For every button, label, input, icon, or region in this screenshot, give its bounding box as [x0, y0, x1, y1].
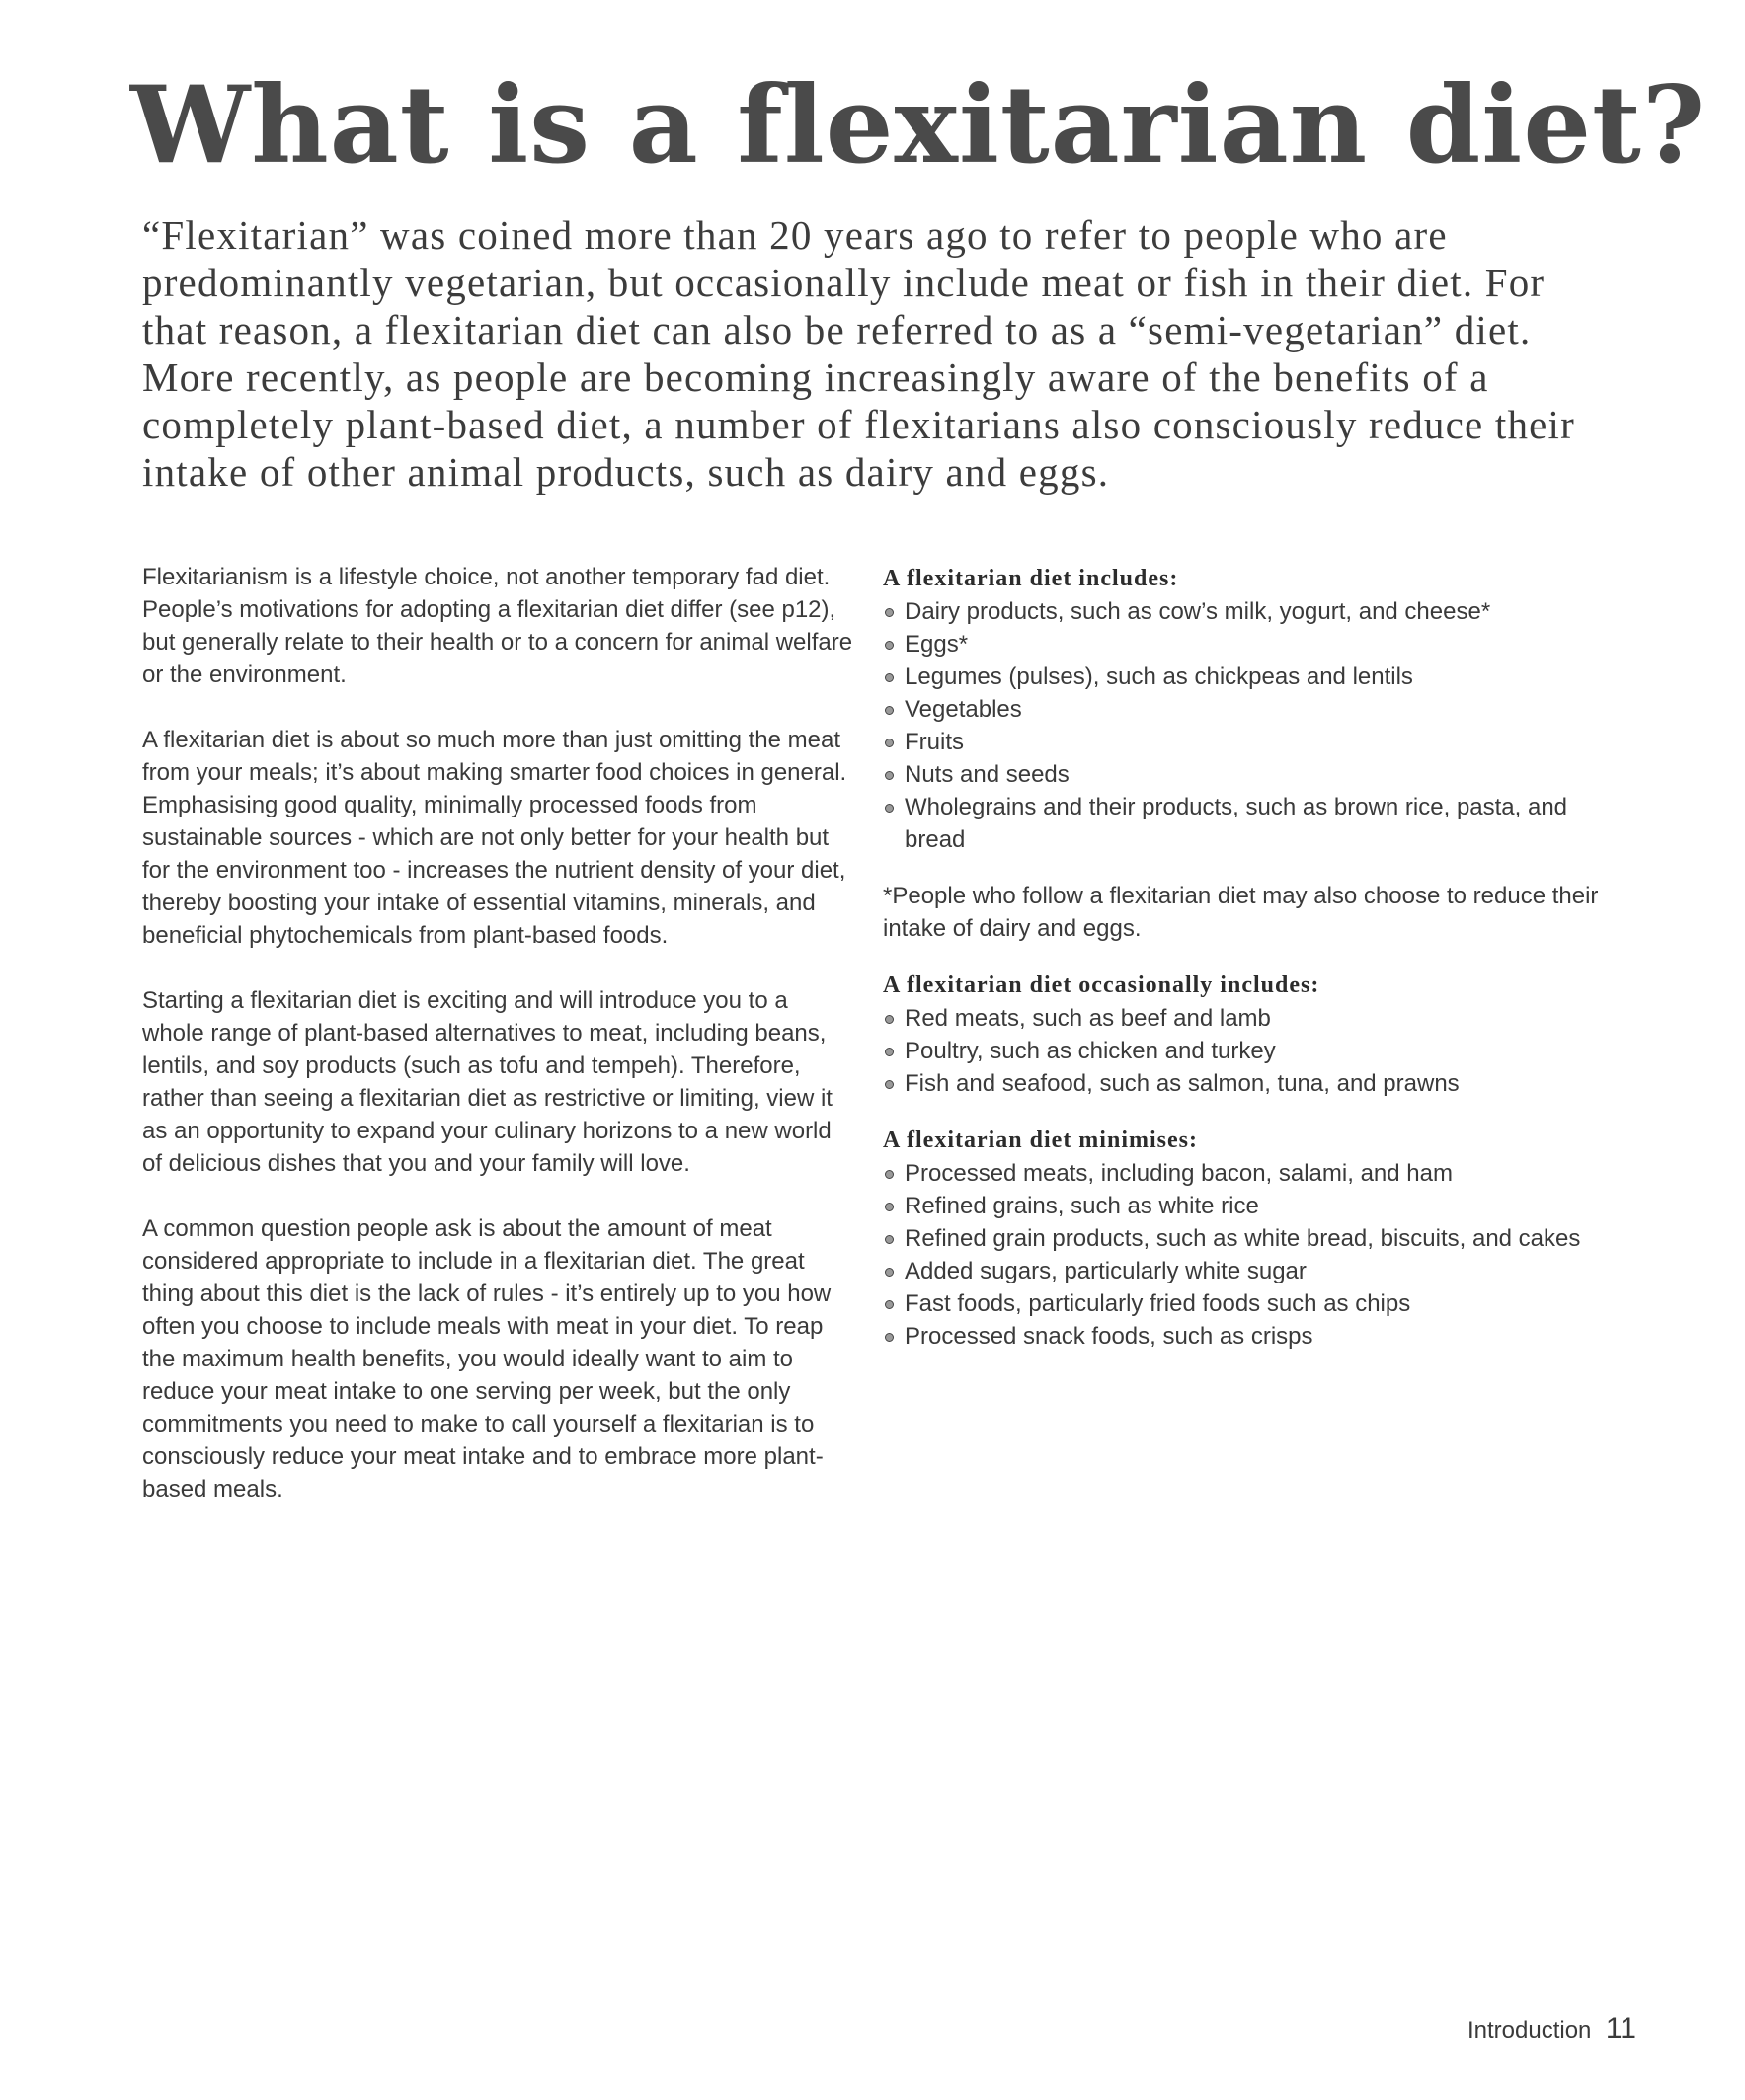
body-paragraph: A flexitarian diet is about so much more than just omitting the meat from your meals; it’s about making smarter food choices in general. Emphasising good quality, minimally processed foods from sustainable sources - which are not only better for your health but for the environment too - increases the nutrient density of your diet, thereby boosting your intake of essential vitamins, minerals, and beneficial phytochemicals from plant-based foods.	[142, 727, 847, 949]
includes-heading: A flexitarian diet includes:	[883, 566, 1179, 591]
minimises-list	[883, 1157, 1633, 1353]
minimises-heading: A flexitarian diet minimises:	[883, 1128, 1198, 1153]
list-item: Red meats, such as beef and lamb	[883, 1002, 1633, 1035]
list-item: Fast foods, particularly fried foods such as chips	[883, 1287, 1633, 1320]
list-item: Vegetables	[883, 693, 1633, 726]
includes-list	[883, 595, 1633, 856]
occasionally-heading: A flexitarian diet occasionally includes:	[883, 972, 1320, 998]
page-number: 11	[1605, 2012, 1636, 2045]
list-item: Fish and seafood, such as salmon, tuna, and prawns	[883, 1067, 1633, 1100]
intro-paragraph: “Flexitarian” was coined more than 20 years ago to refer to people who are predominantly vegetarian, but occasionally include meat or fish in their diet. For that reason, a flexitarian diet can also be referred to as a “semi-vegetarian” diet. More recently, as people are becoming increasingly aware of the benefits of a completely plant-based diet, a number of flexitarians also consciously reduce their intake of other animal products, such as dairy and eggs.	[142, 212, 1575, 495]
body-paragraph: Starting a flexitarian diet is exciting and will introduce you to a whole range of plant-based alternatives to meat, including beans, lentils, and soy products (such as tofu and tempeh). Therefore, rather than seeing a flexitarian diet as restrictive or limiting, view it as an opportunity to expand your culinary horizons to a new world of delicious dishes that you and your family will love.	[142, 987, 833, 1177]
list-item: Eggs*	[883, 628, 1633, 661]
list-item: Processed meats, including bacon, salami, and ham	[883, 1157, 1633, 1190]
list-item: Fruits	[883, 726, 1633, 758]
body-paragraph: A common question people ask is about the amount of meat considered appropriate to include in a flexitarian diet. The great thing about this diet is the lack of rules - it’s entirely up to you how often you choose to include meals with meat in your diet. To reap the maximum health benefits, you would ideally want to aim to reduce your meat intake to one serving per week, but the only commitments you need to make to call yourself a flexitarian is to consciously reduce your meat intake and to embrace more plant-based meals.	[142, 1215, 832, 1503]
list-item: Nuts and seeds	[883, 758, 1633, 791]
footer-section-label: Introduction	[1467, 2017, 1592, 2044]
list-item: Poultry, such as chicken and turkey	[883, 1035, 1633, 1067]
right-column	[883, 563, 1633, 1377]
list-item: Processed snack foods, such as crisps	[883, 1320, 1633, 1353]
list-item: Refined grains, such as white rice	[883, 1190, 1633, 1222]
page-title: What is a flexitarian diet?	[130, 63, 1706, 188]
left-column	[142, 561, 853, 1538]
page-footer	[1467, 2012, 1636, 2046]
includes-footnote: *People who follow a flexitarian diet may also choose to reduce their intake of dairy and eggs.	[883, 883, 1599, 942]
list-item: Wholegrains and their products, such as brown rice, pasta, and bread	[883, 791, 1633, 856]
list-item: Added sugars, particularly white sugar	[883, 1255, 1633, 1287]
list-item: Dairy products, such as cow’s milk, yogurt, and cheese*	[883, 595, 1633, 628]
list-item: Legumes (pulses), such as chickpeas and lentils	[883, 661, 1633, 693]
occasionally-list	[883, 1002, 1633, 1100]
list-item: Refined grain products, such as white bread, biscuits, and cakes	[883, 1222, 1633, 1255]
body-paragraph: Flexitarianism is a lifestyle choice, not another temporary fad diet. People’s motivations for adopting a flexitarian diet differ (see p12), but generally relate to their health or to a concern for animal welfare or the environment.	[142, 564, 853, 688]
